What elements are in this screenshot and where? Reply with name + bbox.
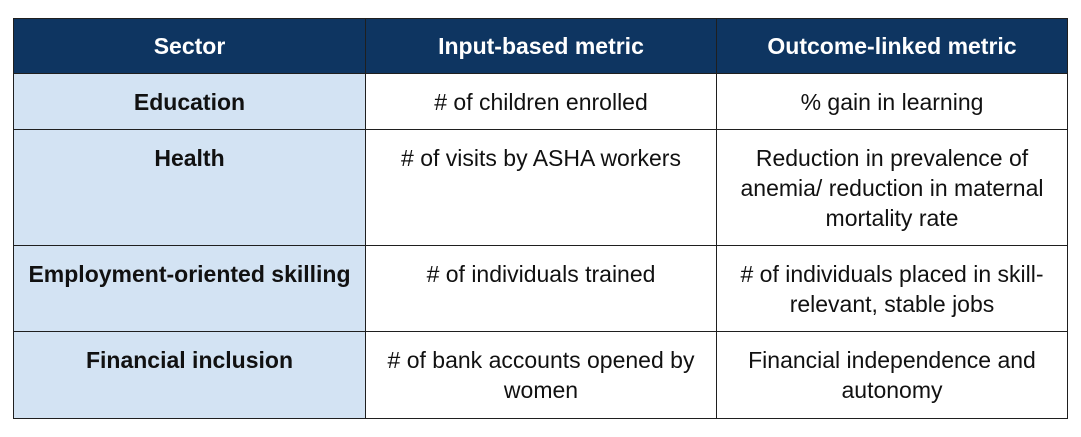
header-outcome-metric: Outcome-linked metric [717, 19, 1068, 74]
sector-cell: Education [14, 74, 366, 130]
sector-cell: Employment-oriented skilling [14, 246, 366, 332]
sector-cell: Health [14, 130, 366, 246]
table-row [14, 246, 1068, 332]
table-body [14, 74, 1068, 419]
input-metric-cell: # of visits by ASHA workers [366, 130, 717, 246]
input-metric-cell: # of individuals trained [366, 246, 717, 332]
input-metric-cell: # of children enrolled [366, 74, 717, 130]
table-row [14, 130, 1068, 246]
sector-cell: Financial inclusion [14, 332, 366, 419]
metrics-table [13, 18, 1068, 419]
header-sector: Sector [14, 19, 366, 74]
outcome-metric-cell: % gain in learning [717, 74, 1068, 130]
header-input-metric: Input-based metric [366, 19, 717, 74]
table-row [14, 332, 1068, 419]
table-row [14, 74, 1068, 130]
outcome-metric-cell: Financial independence and autonomy [717, 332, 1068, 419]
header-row [14, 19, 1068, 74]
outcome-metric-cell: # of individuals placed in skill-relevant, stable jobs [717, 246, 1068, 332]
input-metric-cell: # of bank accounts opened by women [366, 332, 717, 419]
outcome-metric-cell: Reduction in prevalence of anemia/ reduction in maternal mortality rate [717, 130, 1068, 246]
table-header [14, 19, 1068, 74]
